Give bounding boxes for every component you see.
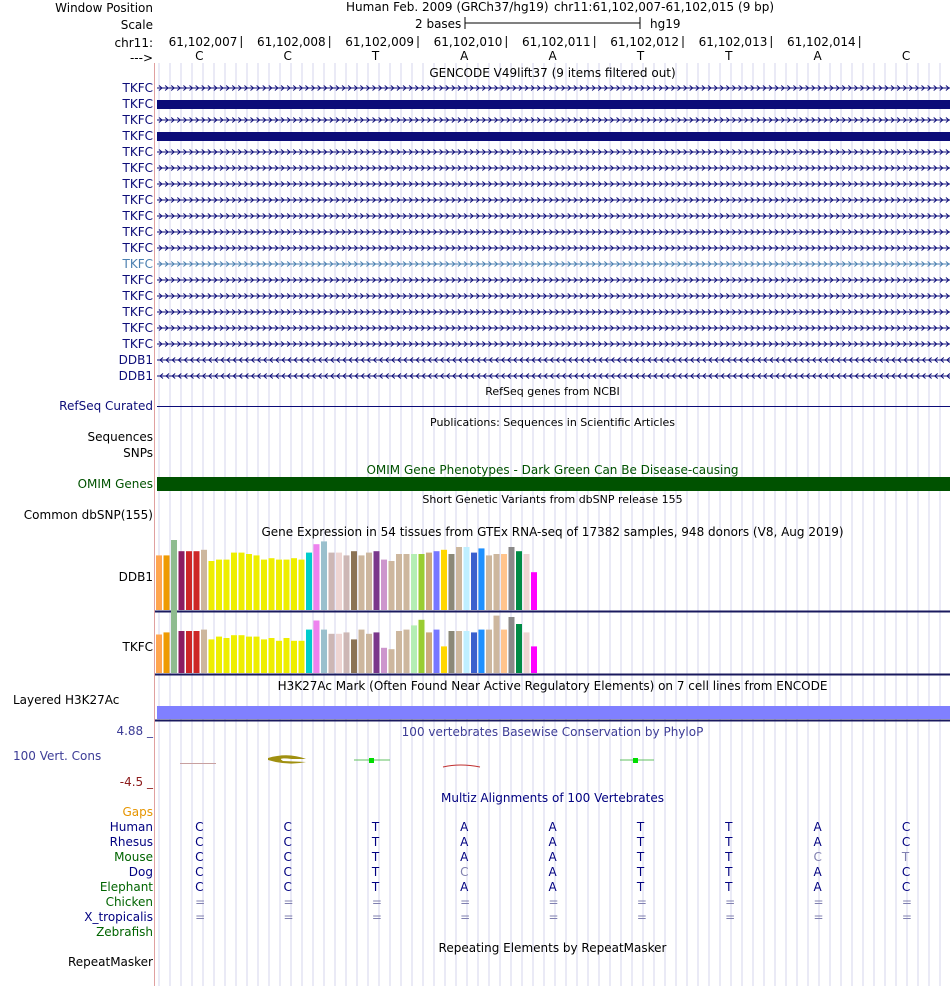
gtex-tissue-bar: [299, 560, 305, 610]
ruler-base: A: [460, 49, 469, 63]
multiz-base: A: [460, 880, 469, 894]
phylop-min: -4.5 _: [119, 775, 153, 789]
multiz-base: T: [636, 820, 645, 834]
gtex-tissue-bar: [179, 631, 185, 673]
gtex-tissue-bar: [464, 631, 470, 673]
multiz-base: C: [283, 835, 292, 849]
multiz-base: A: [548, 835, 557, 849]
gtex-tissue-bar: [299, 641, 305, 673]
multiz-base: =: [460, 895, 471, 909]
h3k27ac-signal-bar: [157, 706, 950, 719]
multiz-base: C: [813, 850, 822, 864]
gtex-tissue-bar: [501, 554, 507, 610]
multiz-title: Multiz Alignments of 100 Vertebrates: [440, 791, 665, 805]
ruler-base: C: [283, 49, 292, 63]
gtex-tissue-bar: [156, 555, 162, 610]
multiz-base: =: [725, 895, 736, 909]
ruler-position-label: 61,102,012: [610, 35, 679, 49]
multiz-gaps-label[interactable]: Gaps: [122, 805, 153, 819]
gtex-gene-label-ddb1[interactable]: DDB1: [118, 570, 153, 584]
gtex-tissue-bar: [336, 634, 342, 673]
multiz-base: T: [725, 820, 733, 834]
multiz-species-label[interactable]: X_tropicalis: [84, 910, 153, 924]
gtex-tissue-bar: [254, 555, 260, 610]
gtex-tissue-bar: [351, 551, 357, 610]
multiz-base: T: [371, 865, 380, 879]
gencode-item-label[interactable]: TKFC: [122, 273, 153, 287]
gtex-tissue-bar: [186, 551, 192, 610]
multiz-base: T: [636, 850, 645, 864]
gtex-tissue-bar: [194, 631, 200, 673]
gtex-tissue-bar: [201, 550, 207, 610]
gencode-item-label[interactable]: TKFC: [122, 289, 153, 303]
gtex-tissue-bar: [426, 632, 432, 673]
gtex-tissue-bar: [201, 630, 207, 673]
multiz-base: A: [813, 880, 822, 894]
gtex-gene-label-tkfc[interactable]: TKFC: [122, 640, 153, 654]
gtex-tissue-bar: [389, 649, 395, 673]
multiz-base: =: [725, 910, 736, 924]
gtex-tissue-bar: [486, 630, 492, 673]
phylop-signal: [369, 758, 374, 763]
multiz-base: =: [283, 910, 294, 924]
gtex-tissue-bar: [336, 553, 342, 610]
gtex-tissue-bar: [479, 548, 485, 610]
multiz-base: A: [548, 820, 557, 834]
ruler-position-label: 61,102,014: [786, 35, 856, 49]
gtex-tissue-bar: [344, 555, 350, 610]
gencode-item-label[interactable]: TKFC: [122, 81, 153, 95]
h3k27ac-label[interactable]: Layered H3K27Ac: [13, 693, 120, 707]
gtex-tissue-bar: [531, 572, 537, 610]
dbsnp-title: Short Genetic Variants from dbSNP release 155: [422, 493, 683, 506]
gtex-tissue-bar: [494, 554, 500, 610]
gencode-exon-block: [157, 132, 950, 141]
gtex-tissue-bar: [494, 616, 500, 673]
multiz-base: C: [195, 880, 204, 894]
multiz-base: =: [195, 910, 206, 924]
gtex-tissue-bar: [404, 630, 410, 673]
gtex-tissue-bar: [434, 551, 440, 610]
ruler-position-label: 61,102,010: [433, 35, 503, 49]
gtex-tissue-bar: [209, 561, 215, 610]
multiz-base: =: [460, 910, 471, 924]
multiz-base: A: [460, 850, 469, 864]
gencode-item-label[interactable]: TKFC: [122, 129, 153, 143]
multiz-base: C: [283, 820, 292, 834]
multiz-base: C: [901, 865, 911, 879]
gtex-tissue-bar: [284, 560, 290, 610]
multiz-base: C: [901, 880, 911, 894]
gtex-tissue-bar: [381, 560, 387, 610]
ruler-position-label: 61,102,009: [345, 35, 414, 49]
multiz-base: C: [283, 865, 292, 879]
ruler-base: C: [195, 49, 204, 63]
ruler-base: T: [636, 49, 645, 63]
gtex-title: Gene Expression in 54 tissues from GTEx RNA-seq of 17382 samples, 948 donors (V8, Aug 2019): [261, 525, 844, 539]
multiz-base: C: [195, 850, 204, 864]
multiz-base: T: [725, 835, 733, 849]
multiz-base: T: [725, 850, 733, 864]
gtex-tissue-bar: [209, 639, 215, 673]
gtex-tissue-bar: [404, 554, 410, 610]
multiz-species-label[interactable]: Elephant: [99, 880, 153, 894]
gtex-tissue-bar: [351, 639, 357, 673]
multiz-base: =: [548, 910, 559, 924]
multiz-base: A: [548, 850, 557, 864]
ruler-position-label: 61,102,008: [256, 35, 326, 49]
ruler-base: A: [548, 49, 557, 63]
gencode-item-label[interactable]: TKFC: [122, 225, 153, 239]
gtex-tissue-bar: [171, 603, 177, 673]
gencode-exon-block: [157, 100, 950, 109]
gtex-tissue-bar: [239, 553, 245, 610]
gtex-tissue-bar: [509, 617, 515, 673]
gtex-tissue-bar: [291, 558, 297, 610]
gtex-tissue-bar: [531, 646, 537, 673]
multiz-base: T: [371, 850, 380, 864]
publications-snps-label[interactable]: SNPs: [123, 446, 153, 460]
gencode-item-label[interactable]: TKFC: [122, 209, 153, 223]
gtex-tissue-bar: [329, 634, 335, 673]
gtex-tissue-bar: [456, 631, 462, 673]
ruler-position-label: 61,102,011: [521, 35, 591, 49]
gencode-title: GENCODE V49lift37 (9 items filtered out): [429, 66, 676, 80]
refseq-title: RefSeq genes from NCBI: [485, 385, 620, 398]
gtex-tissue-bar: [216, 637, 222, 673]
multiz-base: =: [195, 895, 206, 909]
gtex-tissue-bar: [426, 553, 432, 610]
omim-title: OMIM Gene Phenotypes - Dark Green Can Be Disease-causing: [366, 463, 739, 477]
multiz-base: =: [813, 895, 824, 909]
gtex-tissue-bar: [171, 540, 177, 610]
gtex-tissue-bar: [284, 638, 290, 673]
gencode-item-label[interactable]: TKFC: [122, 321, 153, 335]
strand-label: --->: [129, 51, 153, 65]
ruler-position-label: 61,102,013: [698, 35, 768, 49]
multiz-base: C: [460, 865, 469, 879]
gtex-tissue-bar: [464, 547, 470, 610]
gtex-tissue-bar: [314, 621, 320, 674]
gtex-tissue-bar: [366, 634, 372, 673]
multiz-base: T: [901, 850, 910, 864]
gtex-tissue-bar: [276, 560, 282, 610]
gtex-tissue-bar: [224, 638, 230, 673]
gtex-tissue-bar: [381, 648, 387, 673]
multiz-base: C: [901, 835, 911, 849]
repeatmasker-title: Repeating Elements by RepeatMasker: [438, 941, 667, 955]
phylop-signal: [443, 765, 480, 767]
scale-db: hg19: [650, 17, 681, 31]
multiz-base: =: [283, 895, 294, 909]
chrom-label: chr11:: [114, 36, 153, 50]
phylop-title: 100 vertebrates Basewise Conservation by PhyloP: [401, 725, 704, 739]
multiz-species-label[interactable]: Dog: [128, 865, 153, 879]
gtex-tissue-bar: [276, 641, 282, 673]
multiz-base: T: [725, 865, 733, 879]
scale-text: 2 bases: [415, 17, 462, 31]
gencode-item-label[interactable]: TKFC: [122, 305, 153, 319]
gtex-tissue-bar: [471, 553, 477, 610]
gencode-item-label[interactable]: TKFC: [122, 257, 153, 271]
phylop-label[interactable]: 100 Vert. Cons: [13, 749, 102, 763]
gencode-item-label[interactable]: TKFC: [122, 161, 153, 175]
multiz-base: A: [548, 880, 557, 894]
gtex-tissue-bar: [246, 637, 252, 673]
gtex-tissue-bar: [441, 646, 447, 673]
multiz-base: T: [636, 835, 645, 849]
dbsnp-label[interactable]: Common dbSNP(155): [23, 508, 153, 522]
gtex-tissue-bar: [366, 553, 372, 610]
gtex-tissue-bar: [434, 630, 440, 673]
gtex-tissue-bar: [291, 641, 297, 673]
multiz-base: =: [636, 895, 647, 909]
multiz-base: =: [901, 910, 912, 924]
gtex-tissue-bar: [164, 555, 170, 610]
gtex-tissue-bar: [186, 631, 192, 673]
gtex-tissue-bar: [374, 632, 380, 673]
gtex-tissue-bar: [524, 632, 530, 673]
gtex-tissue-bar: [449, 631, 455, 673]
gtex-tissue-bar: [239, 635, 245, 673]
phylop-signal: [268, 755, 306, 763]
multiz-base: =: [901, 895, 912, 909]
multiz-base: T: [371, 835, 380, 849]
gtex-tissue-bar: [216, 560, 222, 610]
omim-label[interactable]: OMIM Genes: [77, 477, 153, 491]
gtex-tissue-bar: [359, 555, 365, 610]
gtex-tissue-bar: [524, 554, 530, 610]
gencode-item-label[interactable]: DDB1: [118, 353, 153, 367]
gtex-tissue-bar: [509, 547, 515, 610]
gtex-tissue-bar: [321, 541, 327, 610]
gtex-tissue-bar: [179, 551, 185, 610]
multiz-base: A: [813, 835, 822, 849]
multiz-base: A: [460, 835, 469, 849]
multiz-base: C: [283, 880, 292, 894]
multiz-base: =: [813, 910, 824, 924]
gtex-tissue-bar: [516, 551, 522, 610]
gtex-tissue-bar: [419, 620, 425, 673]
multiz-base: C: [195, 820, 204, 834]
gencode-item-label[interactable]: TKFC: [122, 337, 153, 351]
gtex-tissue-bar: [231, 553, 237, 610]
gtex-tissue-bar: [314, 544, 320, 610]
h3k27ac-title: H3K27Ac Mark (Often Found Near Active Regulatory Elements) on 7 cell lines from ENCODE: [277, 679, 828, 693]
gencode-item-label[interactable]: TKFC: [122, 193, 153, 207]
gtex-tissue-bar: [396, 631, 402, 673]
gtex-tissue-bar: [306, 553, 312, 610]
multiz-base: C: [195, 835, 204, 849]
multiz-species-label[interactable]: Rhesus: [109, 835, 153, 849]
multiz-species-label[interactable]: Chicken: [105, 895, 153, 909]
gtex-tissue-bar: [516, 624, 522, 673]
multiz-base: T: [371, 820, 380, 834]
gtex-tissue-bar: [411, 625, 417, 673]
gtex-tissue-bar: [231, 635, 237, 673]
multiz-species-label[interactable]: Zebrafish: [96, 925, 153, 939]
multiz-base: A: [813, 820, 822, 834]
ruler-base: T: [371, 49, 380, 63]
multiz-base: A: [548, 865, 557, 879]
multiz-base: A: [813, 865, 822, 879]
gtex-tissue-bar: [396, 554, 402, 610]
publications-title: Publications: Sequences in Scientific Articles: [430, 416, 675, 429]
phylop-max: 4.88 _: [116, 724, 153, 738]
ruler-base: T: [725, 49, 733, 63]
multiz-base: T: [371, 880, 380, 894]
gtex-tissue-bar: [344, 632, 350, 673]
ruler-base: C: [901, 49, 911, 63]
gtex-tissue-bar: [246, 554, 252, 610]
multiz-base: =: [371, 895, 382, 909]
gtex-tissue-bar: [389, 561, 395, 610]
ruler-base: A: [813, 49, 822, 63]
multiz-base: =: [548, 895, 559, 909]
gtex-tissue-bar: [156, 635, 162, 674]
multiz-species-label[interactable]: Human: [109, 820, 153, 834]
gtex-tissue-bar: [164, 632, 170, 673]
omim-gene-bar: [157, 477, 950, 491]
multiz-base: A: [460, 820, 469, 834]
gtex-tissue-bar: [306, 630, 312, 673]
position-text[interactable]: chr11:61,102,007-61,102,015 (9 bp): [554, 0, 775, 14]
gtex-tissue-bar: [486, 555, 492, 610]
multiz-base: C: [901, 820, 911, 834]
gtex-tissue-bar: [471, 632, 477, 673]
gtex-tissue-bar: [261, 639, 267, 673]
scale-label: Scale: [120, 18, 153, 32]
multiz-base: T: [725, 880, 733, 894]
repeatmasker-label[interactable]: RepeatMasker: [67, 955, 153, 969]
multiz-base: =: [371, 910, 382, 924]
gtex-tissue-bar: [501, 630, 507, 673]
gencode-item-label[interactable]: TKFC: [122, 241, 153, 255]
gtex-tissue-bar: [194, 551, 200, 610]
gtex-tissue-bar: [261, 560, 267, 610]
ruler-position-label: 61,102,007: [168, 35, 238, 49]
assembly-text: Human Feb. 2009 (GRCh37/hg19): [346, 0, 549, 14]
gtex-tissue-bar: [269, 638, 275, 673]
publications-sequences-label[interactable]: Sequences: [87, 430, 153, 444]
multiz-base: T: [636, 865, 645, 879]
gtex-tissue-bar: [374, 551, 380, 610]
multiz-base: T: [636, 880, 645, 894]
multiz-species-label[interactable]: Mouse: [114, 850, 153, 864]
refseq-label[interactable]: RefSeq Curated: [59, 399, 153, 413]
multiz-base: C: [195, 865, 204, 879]
gtex-tissue-bar: [419, 554, 425, 610]
gtex-tissue-bar: [449, 554, 455, 610]
gtex-tissue-bar: [321, 630, 327, 673]
gencode-item-label[interactable]: TKFC: [122, 177, 153, 191]
gencode-item-label[interactable]: DDB1: [118, 369, 153, 383]
gtex-tissue-bar: [441, 550, 447, 610]
window-position-label: Window Position: [55, 1, 153, 15]
multiz-base: =: [636, 910, 647, 924]
gtex-tissue-bar: [479, 630, 485, 673]
gencode-item-label[interactable]: TKFC: [122, 113, 153, 127]
gtex-tissue-bar: [269, 558, 275, 610]
gencode-item-label[interactable]: TKFC: [122, 145, 153, 159]
phylop-signal: [633, 758, 638, 763]
gtex-tissue-bar: [456, 547, 462, 610]
gencode-item-label[interactable]: TKFC: [122, 97, 153, 111]
gtex-tissue-bar: [329, 553, 335, 610]
multiz-base: C: [283, 850, 292, 864]
gtex-tissue-bar: [224, 560, 230, 610]
gtex-tissue-bar: [359, 630, 365, 673]
gtex-tissue-bar: [254, 637, 260, 673]
gtex-tissue-bar: [411, 554, 417, 610]
